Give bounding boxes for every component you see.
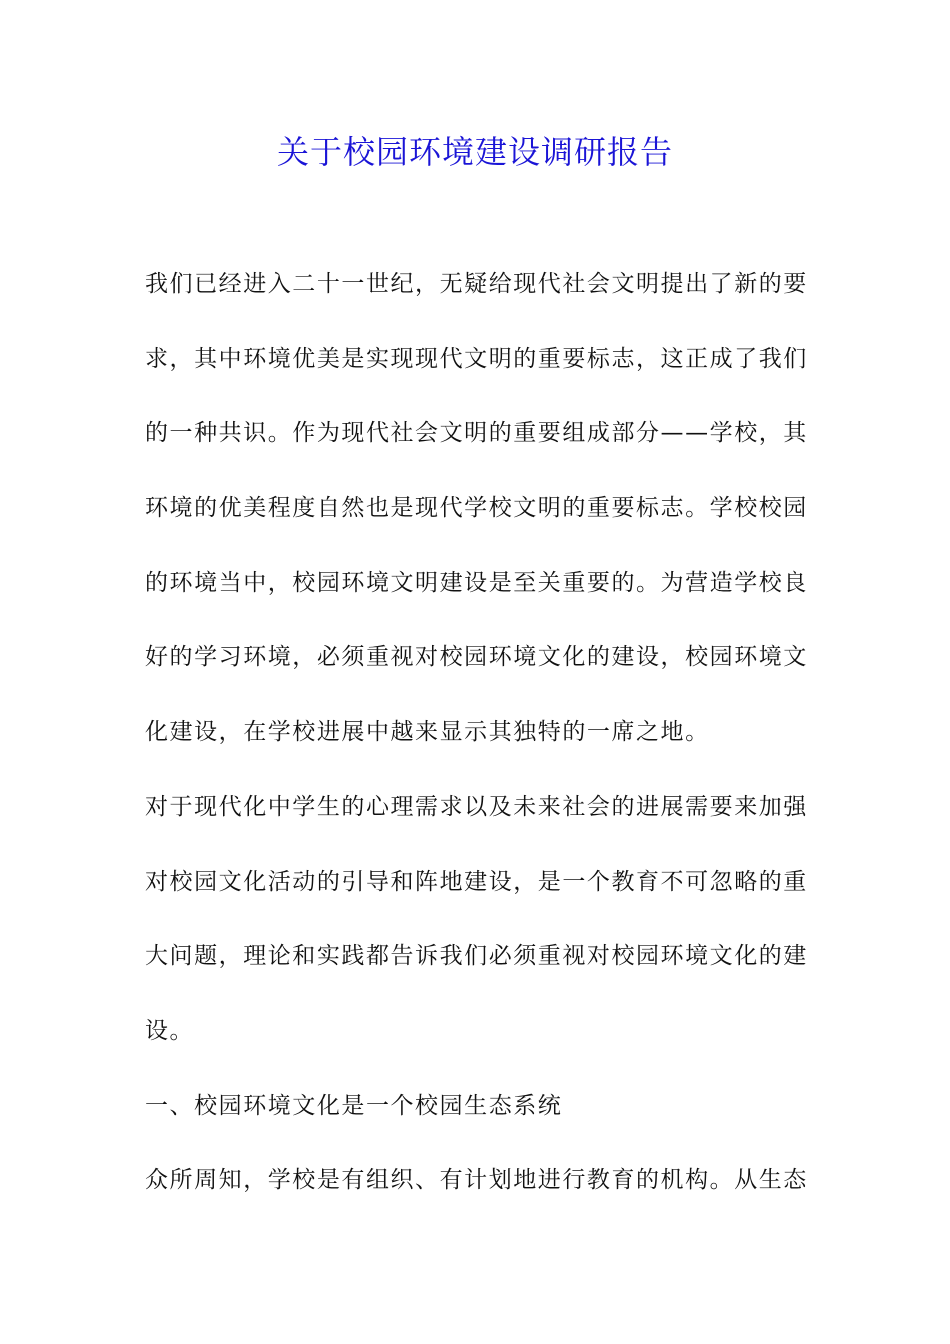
text-line: 化建设，在学校进展中越来显示其独特的一席之地。 [145, 719, 710, 746]
section-heading: 一、校园环境文化是一个校园生态系统 [145, 1092, 563, 1119]
text-line: 的一种共识。作为现代社会文明的重要组成部分——学校，其 [145, 420, 808, 447]
document-title: 关于校园环境建设调研报告 [276, 133, 673, 171]
text-line: 对于现代化中学生的心理需求以及未来社会的进展需要来加强 [145, 793, 808, 820]
text-line: 众所周知，学校是有组织、有计划地进行教育的机构。从生态 [145, 1167, 808, 1194]
text-line: 的环境当中，校园环境文明建设是至关重要的。为营造学校良 [145, 569, 808, 596]
text-line: 我们已经进入二十一世纪，无疑给现代社会文明提出了新的要 [145, 271, 808, 297]
text-line: 好的学习环境，必须重视对校园环境文化的建设，校园环境文 [145, 644, 808, 671]
document-body [145, 247, 810, 1218]
text-line: 设。 [145, 1017, 195, 1044]
text-line: 对校园文化活动的引导和阵地建设，是一个教育不可忽略的重 [145, 868, 808, 895]
text-line: 大问题，理论和实践都告诉我们必须重视对校园环境文化的建 [145, 943, 808, 970]
text-line: 环境的优美程度自然也是现代学校文明的重要标志。学校校园 [145, 495, 808, 522]
text-line: 求，其中环境优美是实现现代文明的重要标志，这正成了我们 [145, 345, 808, 372]
